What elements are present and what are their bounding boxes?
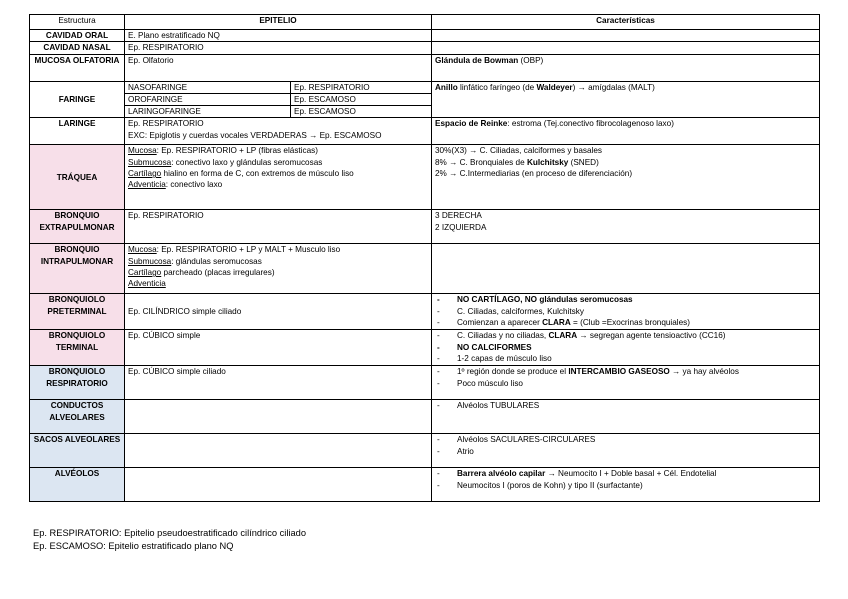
carac-text: → segregan agente tensioactivo (CC16) — [577, 331, 726, 341]
table-row — [30, 294, 820, 330]
footnote: Ep. ESCAMOSO: Epitelio estratificado plano NQ — [33, 540, 234, 551]
carac-bold: Waldeyer — [536, 82, 573, 92]
epitelio-cell: Ep. RESPIRATORIO — [291, 81, 432, 93]
layer-label: Mucosa — [128, 146, 157, 156]
epitelio-cell: Ep. CÚBICO simple ciliado — [125, 366, 432, 400]
header-epitelio: EPITELIO — [125, 15, 432, 30]
carac-bold: CLARA — [548, 331, 578, 341]
footnote: Ep. RESPIRATORIO: Epitelio pseudoestratificado cilíndrico ciliado — [33, 528, 307, 538]
caracteristicas-cell — [432, 294, 820, 330]
layer-text: : Ep. RESPIRATORIO + LP (fibras elásticas) — [156, 146, 318, 156]
epitelio-cell: Ep. ESCAMOSO — [291, 106, 432, 118]
table-row — [30, 81, 820, 93]
structure-name: LARINGE — [30, 118, 125, 145]
caracteristicas-cell — [432, 434, 820, 468]
carac-line: 2 IZQUIERDA — [435, 222, 487, 232]
list-item — [435, 330, 816, 341]
list-item — [435, 317, 816, 328]
table-row — [30, 330, 820, 366]
layer-label: Adventicia — [128, 279, 166, 289]
structure-name: BRONQUIOLO TERMINAL — [30, 330, 125, 366]
structure-name: CONDUCTOS ALVEOLARES — [30, 400, 125, 434]
structure-name: MUCOSA OLFATORIA — [30, 54, 125, 81]
layer-label: Submucosa — [128, 157, 172, 167]
carac-text: → Neumocito I + Doble basal + Cél. Endotelial — [545, 469, 717, 479]
table-row — [30, 434, 820, 468]
caracteristicas-cell — [432, 468, 820, 502]
table-row — [30, 210, 820, 244]
list-item: - Atrio — [435, 446, 816, 457]
layer-text: parcheado (placas irregulares) — [161, 268, 275, 278]
layer-label: Cartílago — [128, 268, 162, 278]
epitelio-cell: Ep. RESPIRATORIO — [125, 210, 432, 244]
carac-bold: Kulchitsky — [526, 157, 569, 167]
epitelio-cell: Ep. CÚBICO simple — [125, 330, 432, 366]
layer-text: hialino en forma de C, con extremos de músculo liso — [161, 169, 354, 179]
header-row — [30, 15, 820, 30]
carac-text: → ya hay alvéolos — [669, 367, 739, 377]
layer-text: : glándulas seromucosas — [171, 256, 262, 266]
carac-list — [435, 400, 816, 411]
carac-list — [435, 366, 816, 389]
table-row — [30, 54, 820, 81]
epitelio-cell — [125, 145, 432, 210]
list-item: - Alvéolos SACULARES-CIRCULARES — [435, 434, 816, 445]
structure-name: TRÁQUEA — [30, 145, 125, 210]
carac-text: 8% → C. Bronquiales de — [435, 157, 527, 167]
carac-list — [435, 330, 816, 364]
layer-line — [128, 145, 428, 156]
carac-text: = (Club =Exocrinas bronquiales) — [570, 318, 691, 328]
table-row — [30, 400, 820, 434]
carac-text: (OBP) — [518, 55, 544, 65]
layer-label: Adventicia — [128, 180, 166, 190]
list-item: - Neumocitos I (poros de Kohn) y tipo II (surfactante) — [435, 480, 816, 491]
epitelio-cell — [125, 434, 432, 468]
list-item: - Alvéolos TUBULARES — [435, 400, 816, 411]
epitelio-cell — [125, 400, 432, 434]
carac-list — [435, 294, 816, 328]
carac-text: 1º región donde se produce el — [457, 367, 569, 377]
table-row — [30, 118, 820, 145]
layer-label: Submucosa — [128, 256, 172, 266]
table-row — [30, 468, 820, 502]
carac-list — [435, 434, 816, 457]
caracteristicas-cell — [432, 244, 820, 294]
table-row — [30, 366, 820, 400]
carac-bold: Espacio de Reinke — [435, 119, 508, 129]
structure-name: BRONQUIOLO PRETERMINAL — [30, 294, 125, 330]
carac-bold: Glándula de Bowman — [435, 55, 519, 65]
layer-text: : conectivo laxo y glándulas seromucosas — [171, 157, 323, 167]
epitelio-cell: Ep. ESCAMOSO — [291, 93, 432, 105]
carac-line: 2% → C.Intermediarias (en proceso de diferenciación) — [435, 169, 633, 179]
layer-line — [128, 278, 428, 289]
list-item — [435, 366, 816, 377]
epitelio-cell: Ep. RESPIRATORIO — [125, 42, 432, 54]
epitelio-cell: E. Plano estratificado NQ — [125, 30, 432, 42]
document-page — [29, 14, 819, 502]
layer-label: Cartílago — [128, 169, 162, 179]
epitelio-cell — [125, 468, 432, 502]
footnotes — [33, 527, 306, 552]
layer-line — [128, 179, 428, 190]
carac-text: C. Ciliadas y no ciliadas, — [457, 331, 549, 341]
table-row — [30, 30, 820, 42]
structure-name: BRONQUIO EXTRAPULMONAR — [30, 210, 125, 244]
epitelio-cell — [125, 244, 432, 294]
header-caracteristicas: Características — [432, 15, 820, 30]
layer-text: : conectivo laxo — [165, 180, 223, 190]
list-item: - 1-2 capas de músculo liso — [435, 353, 816, 364]
structure-name: CAVIDAD NASAL — [30, 42, 125, 54]
structure-name: SACOS ALVEOLARES — [30, 434, 125, 468]
carac-line: 3 DERECHA — [435, 211, 482, 221]
epitelio-line: Ep. RESPIRATORIO — [128, 119, 204, 129]
caracteristicas-cell — [432, 54, 820, 81]
list-item: - NO CARTÍLAGO, NO glándulas seromucosas — [435, 294, 816, 305]
layer-text: : Ep. RESPIRATORIO + LP y MALT + Musculo liso — [156, 245, 341, 255]
carac-list — [435, 468, 816, 491]
layer-line — [128, 256, 428, 267]
caracteristicas-cell — [432, 118, 820, 145]
structure-name: CAVIDAD ORAL — [30, 30, 125, 42]
carac-text: Comienzan a aparecer — [457, 318, 543, 328]
carac-text: ) → amígdalas (MALT) — [572, 82, 655, 92]
structure-name: FARINGE — [30, 81, 125, 118]
caracteristicas-cell — [432, 366, 820, 400]
layer-line — [128, 168, 428, 179]
carac-bold: Barrera alvéolo capilar — [457, 469, 546, 479]
carac-bold: CLARA — [542, 318, 571, 328]
structure-name: ALVÉOLOS — [30, 468, 125, 502]
layer-line — [128, 157, 428, 168]
table-row — [30, 42, 820, 54]
caracteristicas-cell — [432, 330, 820, 366]
table-row — [30, 145, 820, 210]
layer-line — [128, 267, 428, 278]
structure-name: BRONQUIOLO RESPIRATORIO — [30, 366, 125, 400]
epitelio-cell: Ep. Olfatorio — [125, 54, 432, 81]
epitelio-cell — [125, 118, 432, 145]
list-item: - C. Ciliadas, calciformes, Kulchitsky — [435, 306, 816, 317]
respiratory-table — [29, 14, 820, 502]
list-item — [435, 468, 816, 479]
structure-name: BRONQUIO INTRAPULMONAR — [30, 244, 125, 294]
carac-text: (SNED) — [568, 157, 599, 167]
carac-bold: INTERCAMBIO GASEOSO — [568, 367, 670, 377]
layer-label: Mucosa — [128, 245, 157, 255]
header-estructura: Estructura — [30, 15, 125, 30]
caracteristicas-cell — [432, 30, 820, 42]
region-cell: LARINGOFARINGE — [125, 106, 291, 118]
epitelio-line: EXC: Epiglotis y cuerdas vocales VERDADERAS → Ep. ESCAMOSO — [128, 130, 382, 140]
caracteristicas-cell — [432, 81, 820, 118]
carac-line: 30%(X3) → C. Ciliadas, calciformes y basales — [435, 146, 602, 156]
caracteristicas-cell — [432, 400, 820, 434]
caracteristicas-cell — [432, 145, 820, 210]
carac-text: linfático faríngeo (de — [457, 82, 537, 92]
region-cell: OROFARINGE — [125, 93, 291, 105]
list-item: - NO CALCIFORMES — [435, 342, 816, 353]
carac-text: : estroma (Tej.conectivo fibrocolagenoso laxo) — [507, 119, 674, 129]
caracteristicas-cell — [432, 210, 820, 244]
epitelio-cell: Ep. CILÍNDRICO simple ciliado — [125, 294, 432, 330]
table-row — [30, 244, 820, 294]
layer-line — [128, 244, 428, 255]
carac-line — [435, 157, 816, 168]
region-cell: NASOFARINGE — [125, 81, 291, 93]
carac-bold: Anillo — [435, 82, 458, 92]
list-item: - Poco músculo liso — [435, 378, 816, 389]
caracteristicas-cell — [432, 42, 820, 54]
